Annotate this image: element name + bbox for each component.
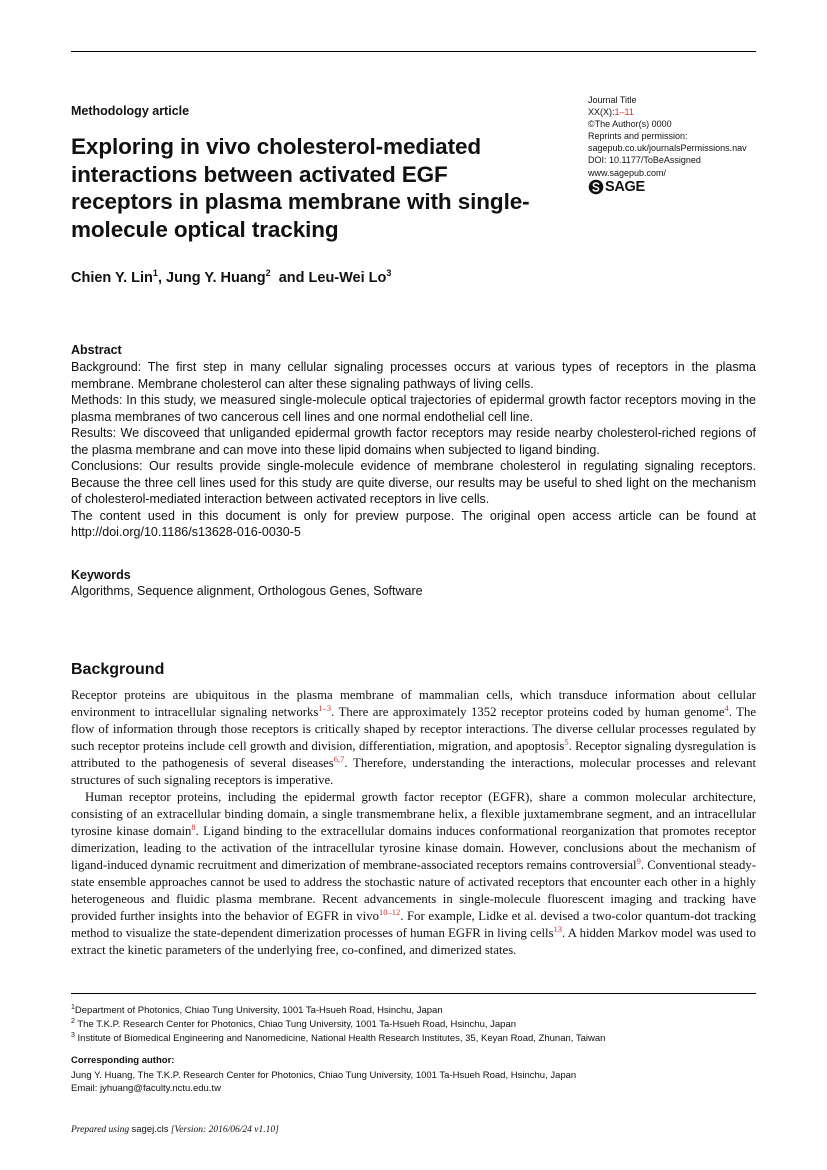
body-paragraph	[71, 789, 756, 959]
volume-prefix: XX(X):	[588, 107, 615, 118]
abstract-heading: Abstract	[71, 343, 122, 357]
body-text-run: Receptor proteins are ubiquitous in the plasma membrane of mammalian cells, which transduce information about cellular environment to intracellular signaling networks	[71, 688, 756, 719]
abstract-conclusions: Conclusions: Our results provide single-molecule evidence of membrane cholesterol in regulating signaling receptors. Because the three cell lines used for this study are quite diverse, our results may be useful to shed light on the mechanism of cholesterol-mediated interaction between activated receptors in live cells.	[71, 459, 756, 506]
publisher-logo	[588, 179, 645, 195]
keywords-list: Algorithms, Sequence alignment, Orthologous Genes, Software	[71, 584, 423, 598]
affiliation-item	[71, 1032, 605, 1046]
author-affiliation-mark: 1	[152, 268, 158, 278]
body-text-run: . Conventional steady-state ensemble approaches cannot be used to address the stochastic nature of activated receptors that encounter each other in a highly heterogeneous and fluidic plasma membrane. Recent advancements in single-molecule fluorescent imaging and tracking have provided further insights into the behavior of EGFR in vivo	[71, 858, 756, 923]
permissions-link[interactable]: sagepub.co.uk/journalsPermissions.nav	[588, 143, 747, 154]
citation-link[interactable]: 5	[564, 737, 569, 747]
affiliation-mark: 1	[71, 1004, 75, 1011]
affiliation-text: The T.K.P. Research Center for Photonics, Chiao Tung University, 1001 Ta-Hsueh Road, Hsinchu, Japan	[74, 1019, 517, 1030]
section-heading-background: Background	[71, 661, 165, 678]
abstract-results: Results: We discoveed that unliganded epidermal growth factor receptors may reside nearby cholesterol-riched regions of the plasma membrane and can move into these lipid domains when subjected to ligand binding.	[71, 426, 756, 457]
journal-title: Journal Title	[588, 95, 637, 105]
prepared-using-footer	[71, 1124, 279, 1135]
affiliations	[71, 1004, 605, 1046]
abstract-methods: Methods: In this study, we measured single-molecule optical trajectories of epidermal growth factor receptors moving in the plasma membranes of two cancerous cell lines and one normal endothelial cell line.	[71, 393, 756, 424]
body-text-run: . There are approximately 1352 receptor proteins coded by human genome	[331, 705, 725, 719]
body-text-run: . For example, Lidke et al. devised a two-color quantum-dot tracking method to visualize the state-dependent dimerization processes of human EGFR in living cells	[71, 909, 756, 940]
citation-link[interactable]: 1–3	[318, 703, 332, 713]
reprints-label: Reprints and permission:	[588, 131, 688, 142]
affiliation-text: Institute of Biomedical Engineering and Nanomedicine, National Health Research Institutes, 35, Keyan Road, Zhunan, Taiwan	[74, 1033, 606, 1044]
sage-s-logo-icon	[588, 179, 604, 195]
sage-wordmark: SAGE	[605, 179, 645, 195]
abstract-preview-note: The content used in this document is only for preview purpose. The original open access article can be found at http://doi.org/10.1186/s13628-016-0030-5	[71, 508, 756, 539]
doi: DOI: 10.1177/ToBeAssigned	[588, 155, 701, 166]
author-name: Leu-Wei Lo	[308, 270, 387, 286]
corresponding-author	[71, 1069, 576, 1095]
citation-link[interactable]: 4	[724, 703, 729, 713]
author-affiliation-mark: 2	[265, 268, 271, 278]
author-separator: ,	[157, 270, 166, 286]
volume-pages-link[interactable]: 1–11	[614, 107, 634, 118]
corresponding-author-address: Jung Y. Huang, The T.K.P. Research Center for Photonics, Chiao Tung University, 1001 Ta-Hsueh Road, Hsinchu, Japan	[71, 1070, 577, 1081]
affiliation-text: Department of Photonics, Chiao Tung University, 1001 Ta-Hsueh Road, Hsinchu, Japan	[74, 1005, 443, 1016]
footer-prefix: Prepared using	[71, 1125, 132, 1135]
abstract-body	[71, 359, 756, 541]
top-rule	[71, 51, 756, 52]
body-text-run: Human receptor proteins, including the epidermal growth factor receptor (EGFR), share a common molecular architecture, consisting of an extracellular binding domain, a single transmembrane helix, a flexible juxtamembrane segment, and an intracellular tyrosine kinase domain	[71, 790, 756, 838]
footer-class-file: sagej.cls	[131, 1124, 169, 1135]
citation-link[interactable]: 13	[553, 924, 563, 934]
body-text-run: . The flow of information through those receptors is critically shaped by receptor interactions. The diverse cellular processes regulated by such receptor proteins include cell growth and division, differentiation, migration, and apoptosis	[71, 705, 756, 753]
copyright: ©The Author(s) 0000	[588, 119, 672, 130]
article-type: Methodology article	[71, 104, 190, 118]
footnote-rule	[71, 993, 756, 994]
affiliation-item	[71, 1004, 605, 1018]
website-link[interactable]: www.sagepub.com/	[588, 167, 667, 178]
citation-link[interactable]: 10–12	[378, 907, 401, 917]
affiliation-mark: 2	[71, 1018, 75, 1025]
corresponding-author-heading: Corresponding author:	[71, 1055, 175, 1066]
keywords-heading: Keywords	[71, 568, 131, 582]
author-list	[71, 270, 391, 286]
journal-info	[588, 94, 747, 179]
citation-link[interactable]: 8	[191, 822, 196, 832]
body-text-run: . Ligand binding to the extracellular domains induces conformational reorganization that promotes receptor dimerization, leading to the activation of the intracellular tyrosine kinase domain. However, conclusions about the mechanism of ligand-induced dynamic recruitment and dimerization of membrane-associated receptors remains controversial	[71, 824, 756, 872]
author-name: Chien Y. Lin	[71, 270, 153, 286]
body-paragraph	[71, 687, 756, 789]
citation-link[interactable]: 9	[636, 856, 641, 866]
citation-link[interactable]: 6,7	[333, 754, 345, 764]
abstract-background: Background: The first step in many cellular signaling processes occurs at various types of receptors in the plasma membrane. Membrane cholesterol can alter these signaling pathways of living cells.	[71, 360, 756, 391]
corresponding-author-email: Email: jyhuang@faculty.nctu.edu.tw	[71, 1083, 221, 1094]
affiliation-item	[71, 1018, 605, 1032]
paper-title: Exploring in vivo cholesterol-mediated interactions between activated EGF receptors in plasma membrane with single-molecule optical tracking	[71, 134, 530, 242]
body-text-run: . A hidden Markov model was used to extract the kinetic parameters of the underlying free, co-confined, and dimerized states.	[71, 926, 756, 957]
author-affiliation-mark: 3	[386, 268, 392, 278]
affiliation-mark: 3	[71, 1032, 75, 1039]
section-body-background	[71, 687, 756, 959]
body-text-run: . Therefore, understanding the interactions, molecular processes and relevant structures of such signaling receptors is imperative.	[71, 756, 756, 787]
author-separator: and	[270, 270, 309, 286]
body-text-run: . Receptor signaling dysregulation is attributed to the pathogenesis of several diseases	[71, 739, 756, 770]
author-name: Jung Y. Huang	[166, 270, 266, 286]
journal-volume	[588, 106, 747, 118]
footer-version: [Version: 2016/06/24 v1.10]	[168, 1125, 279, 1135]
